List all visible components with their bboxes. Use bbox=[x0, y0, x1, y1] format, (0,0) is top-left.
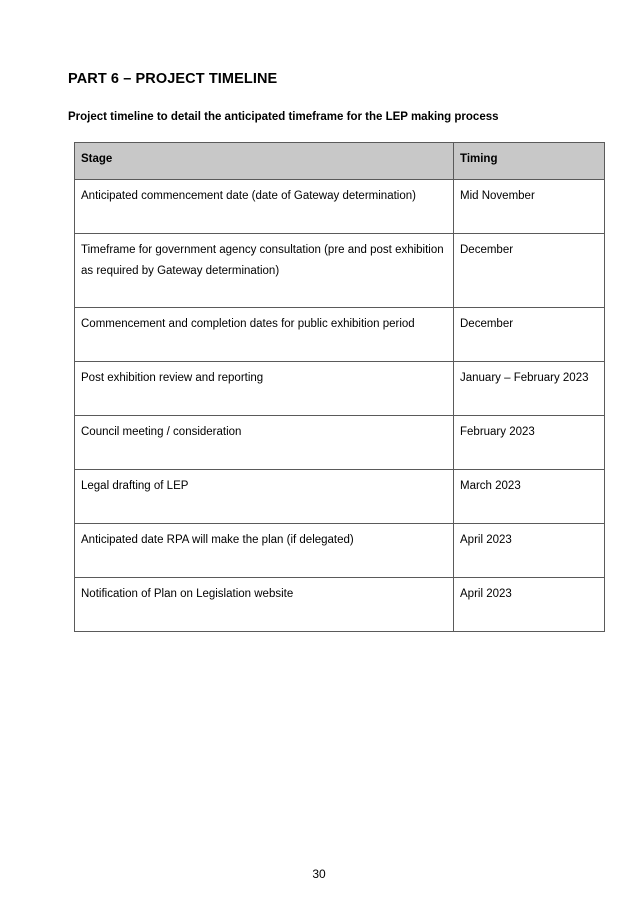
project-timeline-table bbox=[74, 142, 605, 632]
table-header-row bbox=[75, 143, 605, 180]
table-row bbox=[75, 234, 605, 308]
timing-cell: January – February 2023 bbox=[454, 362, 605, 416]
stage-cell: Anticipated date RPA will make the plan (if delegated) bbox=[75, 524, 454, 578]
timing-cell: April 2023 bbox=[454, 578, 605, 632]
stage-cell: Notification of Plan on Legislation website bbox=[75, 578, 454, 632]
stage-cell: Commencement and completion dates for public exhibition period bbox=[75, 308, 454, 362]
timing-cell: Mid November bbox=[454, 180, 605, 234]
table-row bbox=[75, 470, 605, 524]
stage-cell: Timeframe for government agency consultation (pre and post exhibition as required by Gateway determination) bbox=[75, 234, 454, 308]
timing-cell: December bbox=[454, 234, 605, 308]
column-header-timing: Timing bbox=[454, 143, 605, 180]
table-row bbox=[75, 416, 605, 470]
stage-cell: Council meeting / consideration bbox=[75, 416, 454, 470]
stage-cell: Anticipated commencement date (date of Gateway determination) bbox=[75, 180, 454, 234]
table-row bbox=[75, 524, 605, 578]
table-row bbox=[75, 362, 605, 416]
table-row bbox=[75, 578, 605, 632]
timing-cell: December bbox=[454, 308, 605, 362]
column-header-stage: Stage bbox=[75, 143, 454, 180]
timing-cell: March 2023 bbox=[454, 470, 605, 524]
table-row bbox=[75, 308, 605, 362]
section-heading: PART 6 – PROJECT TIMELINE bbox=[68, 71, 278, 87]
page-number: 30 bbox=[312, 867, 326, 881]
timing-cell: April 2023 bbox=[454, 524, 605, 578]
timing-cell: February 2023 bbox=[454, 416, 605, 470]
stage-cell: Post exhibition review and reporting bbox=[75, 362, 454, 416]
table-caption: Project timeline to detail the anticipated timeframe for the LEP making process bbox=[68, 111, 499, 123]
table-row bbox=[75, 180, 605, 234]
stage-cell: Legal drafting of LEP bbox=[75, 470, 454, 524]
